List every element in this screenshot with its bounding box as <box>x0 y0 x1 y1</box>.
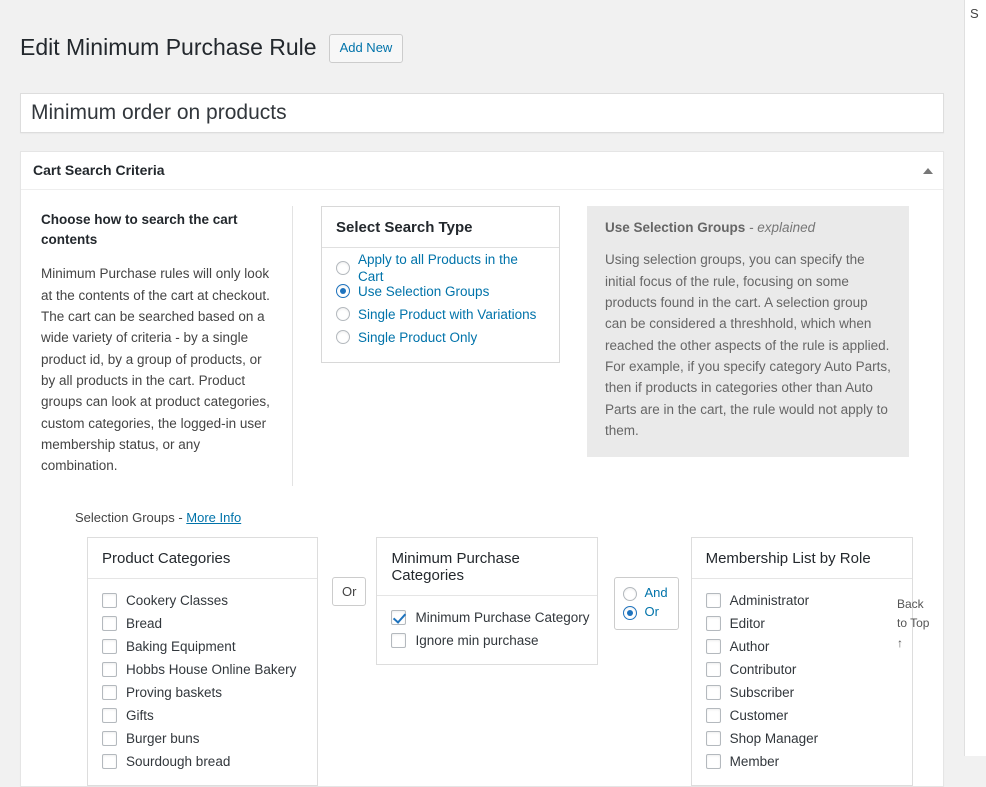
minimum-purchase-categories-title: Minimum Purchase Categories <box>377 538 597 596</box>
rule-title-input[interactable] <box>20 93 944 133</box>
selection-groups-row <box>21 533 943 786</box>
select-search-type-box <box>321 206 560 363</box>
checkbox-label: Sourdough bread <box>126 754 231 770</box>
checkbox-row-minimum-purchase-category[interactable] <box>391 606 590 629</box>
right-edge-panel <box>964 0 986 756</box>
checkbox-row-administrator[interactable] <box>706 589 898 612</box>
panel-body <box>21 190 943 786</box>
radio-icon[interactable] <box>623 606 637 620</box>
minimum-purchase-categories-list <box>377 596 597 664</box>
checkbox-row-cookery-classes[interactable] <box>102 589 303 612</box>
option-label: And <box>644 585 668 601</box>
add-new-button[interactable]: Add New <box>329 34 404 63</box>
select-search-type-title: Select Search Type <box>322 207 559 248</box>
checkbox-label: Contributor <box>729 662 797 678</box>
checkbox-row-contributor[interactable] <box>706 658 898 681</box>
option-label: Apply to all Products in the Cart <box>358 251 518 285</box>
checkbox-label: Cookery Classes <box>126 593 229 609</box>
explanation-column <box>41 206 293 486</box>
checkbox-row-baking-equipment[interactable] <box>102 635 303 658</box>
checkbox-icon[interactable] <box>102 593 117 608</box>
checkbox-row-author[interactable] <box>706 635 898 658</box>
selection-groups-link-row <box>21 486 943 533</box>
option-label: Single Product with Variations <box>358 306 537 322</box>
checkbox-icon[interactable] <box>706 708 721 723</box>
checkbox-label: Customer <box>729 708 789 724</box>
membership-list-title: Membership List by Role <box>692 538 912 579</box>
panel-header <box>21 152 943 191</box>
checkbox-row-customer[interactable] <box>706 704 898 727</box>
top-columns <box>21 206 943 486</box>
note-body: Using selection groups, you can specify the initial focus of the rule, focusing on some products found in the cart. A selection group can be considered a threshhold, which when reached the other aspects of the rule is applied. For example, if you specify category Auto Parts, then if products in categories other than Auto Parts are in the cart, the rule would not apply to them. <box>605 252 891 438</box>
option-label: Use Selection Groups <box>358 283 490 299</box>
product-categories-list <box>88 579 317 785</box>
checkbox-icon[interactable] <box>102 754 117 769</box>
checkbox-label: Subscriber <box>729 685 795 701</box>
page-title: Edit Minimum Purchase Rule <box>20 34 317 61</box>
radio-icon[interactable] <box>336 284 350 298</box>
right-edge-text: S <box>970 6 979 21</box>
search-type-options <box>322 248 559 362</box>
radio-icon[interactable] <box>336 307 350 321</box>
checkbox-icon[interactable] <box>391 633 406 648</box>
search-type-option-single-product-variations[interactable] <box>336 304 545 324</box>
checkbox-row-proving-baskets[interactable] <box>102 681 303 704</box>
page-title-row <box>20 18 944 79</box>
operator-or-badge: Or <box>332 577 366 606</box>
checkbox-icon[interactable] <box>706 616 721 631</box>
checkbox-label: Bread <box>126 616 163 632</box>
checkbox-icon[interactable] <box>706 662 721 677</box>
checkbox-icon[interactable] <box>391 610 406 625</box>
checkbox-label: Baking Equipment <box>126 639 236 655</box>
membership-list <box>692 579 912 785</box>
checkbox-icon[interactable] <box>102 639 117 654</box>
checkbox-label: Member <box>729 754 780 770</box>
checkbox-label: Hobbs House Online Bakery <box>126 662 297 678</box>
checkbox-row-ignore-min-purchase[interactable] <box>391 629 583 652</box>
minimum-purchase-categories-panel <box>376 537 598 665</box>
explanation-body: Minimum Purchase rules will only look at the contents of the cart at checkout. The cart can be searched based on a wide variety of criteria - by a single product id, by a group of products, or by all products in the cart. Product groups can look at product categories, custom categories, the logged-in user membership status, or any combination. <box>41 266 270 474</box>
checkbox-label: Gifts <box>126 708 154 724</box>
checkbox-icon[interactable] <box>706 731 721 746</box>
search-type-option-all-products[interactable] <box>336 251 545 285</box>
explanation-heading: Choose how to search the cart contents <box>41 212 238 247</box>
note-heading-suffix: - explained <box>745 220 816 236</box>
back-to-top-link[interactable]: Back to Top ↑ <box>897 597 930 650</box>
selection-groups-note <box>587 206 909 457</box>
radio-icon[interactable] <box>336 261 350 275</box>
chevron-up-icon[interactable] <box>923 168 933 174</box>
option-label: Single Product Only <box>358 329 478 345</box>
and-or-selector <box>614 577 678 630</box>
checkbox-label: Administrator <box>729 593 810 609</box>
membership-list-panel <box>691 537 913 786</box>
or-option[interactable] <box>623 603 667 622</box>
more-info-link[interactable]: More Info <box>186 510 242 526</box>
radio-icon[interactable] <box>623 587 637 601</box>
checkbox-icon[interactable] <box>102 731 117 746</box>
checkbox-label: Burger buns <box>126 731 200 747</box>
checkbox-icon[interactable] <box>102 708 117 723</box>
selection-groups-prefix: Selection Groups - <box>75 510 187 526</box>
checkbox-label: Author <box>729 639 770 655</box>
checkbox-row-sourdough-bread[interactable] <box>102 750 303 773</box>
panel-title: Cart Search Criteria <box>33 161 165 178</box>
checkbox-row-editor[interactable] <box>706 612 898 635</box>
checkbox-label: Minimum Purchase Category <box>415 610 590 626</box>
option-label: Or <box>644 604 659 620</box>
checkbox-label: Ignore min purchase <box>415 633 539 649</box>
radio-icon[interactable] <box>336 330 350 344</box>
product-categories-panel <box>87 537 318 786</box>
cart-search-criteria-panel <box>20 151 944 787</box>
checkbox-row-gifts[interactable] <box>102 704 303 727</box>
checkbox-icon[interactable] <box>706 593 721 608</box>
checkbox-icon[interactable] <box>102 616 117 631</box>
checkbox-icon[interactable] <box>706 685 721 700</box>
checkbox-row-member[interactable] <box>706 750 898 773</box>
checkbox-row-bread[interactable] <box>102 612 303 635</box>
checkbox-label: Editor <box>729 616 765 632</box>
checkbox-row-subscriber[interactable] <box>706 681 898 704</box>
and-option[interactable] <box>623 584 667 603</box>
checkbox-row-hobbs-house-online-bakery[interactable] <box>102 658 303 681</box>
checkbox-row-shop-manager[interactable] <box>706 727 898 750</box>
checkbox-label: Proving baskets <box>126 685 223 701</box>
note-heading <box>605 220 891 235</box>
product-categories-title: Product Categories <box>88 538 317 579</box>
checkbox-icon[interactable] <box>706 639 721 654</box>
checkbox-icon[interactable] <box>706 754 721 769</box>
search-type-option-single-product-only[interactable] <box>336 327 545 347</box>
checkbox-label: Shop Manager <box>729 731 819 747</box>
checkbox-row-burger-buns[interactable] <box>102 727 303 750</box>
note-heading-text: Use Selection Groups <box>605 220 746 236</box>
search-type-column <box>293 206 561 363</box>
checkbox-icon[interactable] <box>102 685 117 700</box>
checkbox-icon[interactable] <box>102 662 117 677</box>
